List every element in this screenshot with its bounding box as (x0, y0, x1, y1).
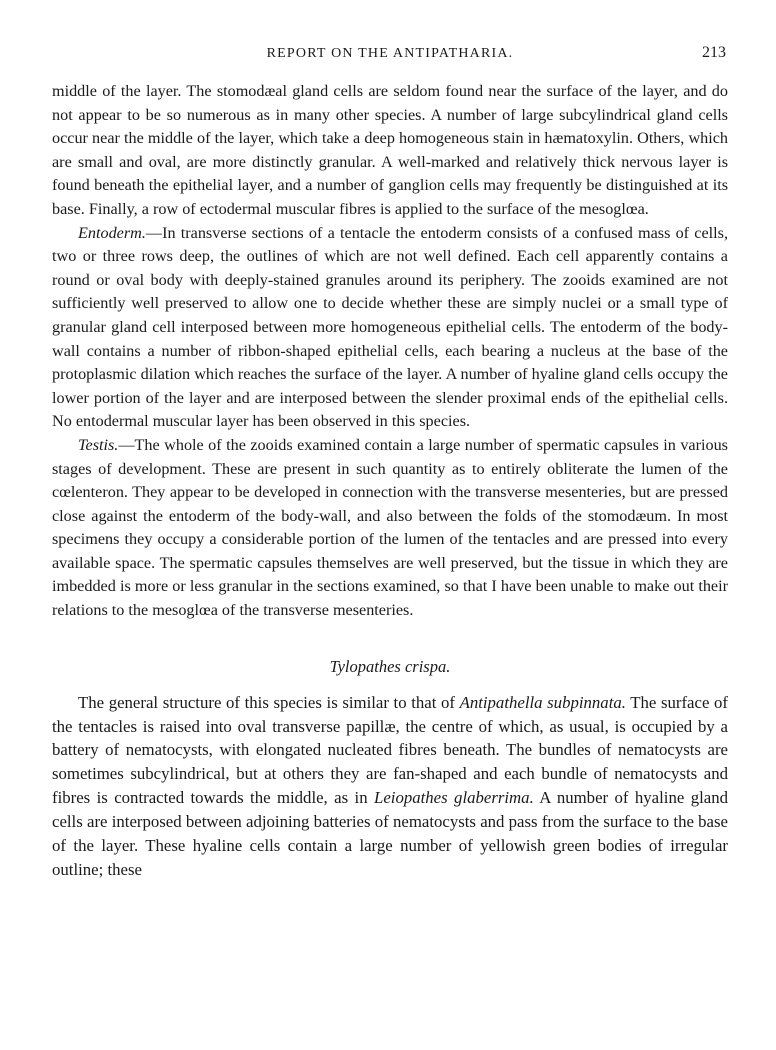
page-number: 213 (702, 44, 726, 61)
paragraph-entoderm (52, 222, 728, 434)
running-title: REPORT ON THE ANTIPATHARIA. (266, 46, 514, 61)
paragraph-ectoderm-continued (52, 80, 728, 222)
paragraph-text: middle of the layer. The stomodæal gland cells are seldom found near the surface of the layer, and do not appear to be so numerous as in many other species. A number of large subcylindrical gland cells occur near the middle of the layer, which take a deep homogeneous stain in hæmatoxylin. Others, which are small and oval, are more distinctly granular. A well-marked and relatively thick nervous layer is found beneath the epithelial layer, and a number of ganglion cells may frequently be distinguished at its base. Finally, a row of ectodermal muscular fibres is applied to the surface of the mesoglœa. (52, 82, 728, 218)
paragraph-tylopathes (52, 691, 728, 882)
body-text (52, 80, 728, 623)
body-text-tylopathes (52, 691, 728, 882)
paragraph-text: The general structure of this species is similar to that of (78, 692, 460, 712)
species-heading: Tylopathes crispa. (329, 656, 451, 676)
species-name-antipathella: Antipathella subpinnata. (459, 692, 626, 712)
page (52, 40, 728, 882)
running-head (52, 40, 728, 66)
species-name-leiopathes: Leiopathes glaberrima. (374, 788, 534, 808)
paragraph-testis (52, 434, 728, 623)
paragraph-text: The surface of the tentacles is raised into oval transverse papillæ, the centre of which, as usual, is occupied by a battery of nematocysts, with elongated nucleated fibres beneath. The bundles of nematocysts are sometimes subcylindrical, but at others they are fan-shaped and each bundle of nematocysts and fibres is contracted towards the middle, as in (52, 692, 728, 808)
paragraph-text: —The whole of the zooids examined contain a large number of spermatic capsules in various stages of development. These are present in such quantity as to entirely obliterate the lumen of the cœlenteron. They appear to be developed in connection with the transverse mesenteries, but are pressed close against the entoderm of the body-wall, and also between the folds of the stomodæum. In most specimens they occupy a considerable portion of the lumen of the tentacles and are pressed into every available space. The spermatic capsules themselves are well preserved, but the tissue in which they are imbedded is more or less granular in the sections examined, so that I have been unable to make out their relations to the mesoglœa of the transverse mesenteries. (52, 435, 728, 620)
testis-lead: Testis. (78, 435, 119, 454)
paragraph-text: —In transverse sections of a tentacle the entoderm consists of a confused mass of cells, two or three rows deep, the outlines of which are not well defined. Each cell apparently contains a round or oval body with deeply-stained granules around its periphery. The zooids examined are not sufficiently well preserved to allow one to decide whether these are simply nuclei or a small type of granular gland cell interposed between more homogeneous epithelial cells. The entoderm of the body-wall contains a number of ribbon-shaped epithelial cells, each bearing a nucleus at the base of the protoplasmic dilation which reaches the surface of the layer. A number of hyaline gland cells occupy the lower portion of the layer and are interposed between the slender proximal ends of the epithelial cells. No entodermal muscular layer has been observed in this species. (52, 223, 728, 431)
entoderm-lead: Entoderm. (78, 223, 146, 242)
paragraph-text: A number of hyaline gland cells are interposed between adjoining batteries of nematocysts and pass from the surface to the base of the layer. These hyaline cells contain a large number of yellowish green bodies of irregular outline; these (52, 788, 728, 879)
